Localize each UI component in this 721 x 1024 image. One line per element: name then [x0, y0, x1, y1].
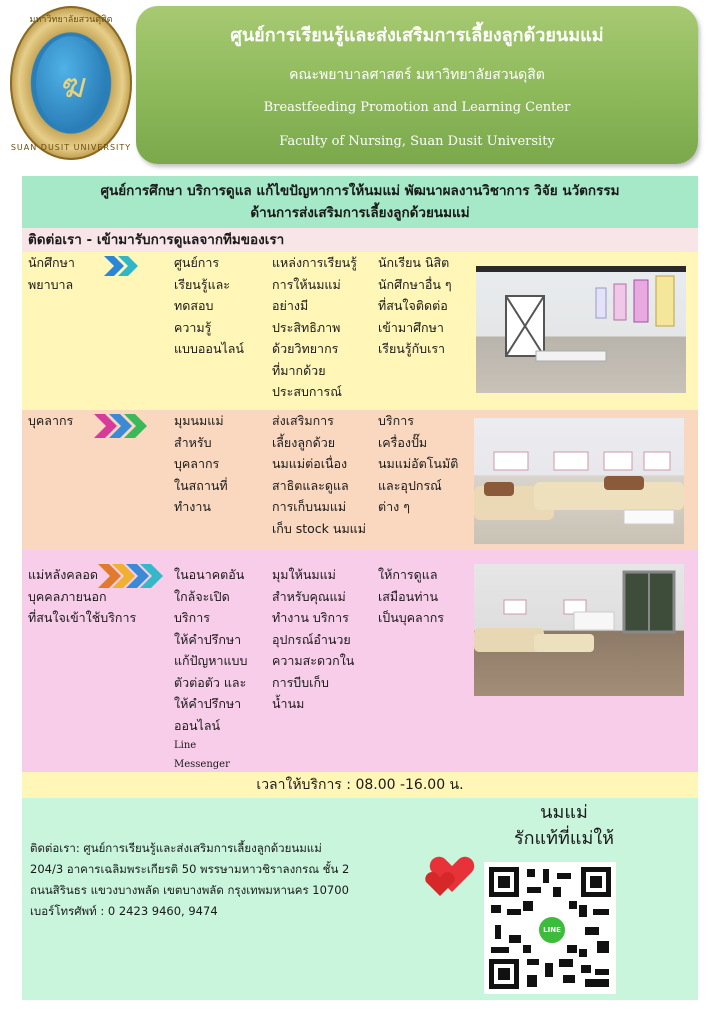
text-line: ให้คำปรึกษา [174, 631, 242, 647]
text-line: เก็บ stock นมแม่ [272, 520, 366, 536]
section-staff [22, 410, 698, 550]
text-line: เสมือนท่าน [378, 588, 438, 604]
text-line: ทดสอบ [174, 298, 214, 313]
text-line: นมแม่ [540, 802, 588, 823]
center-title-thai: ศูนย์การเรียนรู้และส่งเสริมการเลี้ยงลูกด้วยนมแม่ [230, 25, 604, 46]
text-line: น้ำนม [272, 696, 305, 711]
service-hours: เวลาให้บริการ : 08.00 -16.00 น. [22, 772, 698, 798]
slogan [494, 800, 634, 852]
text-line: การเก็บนมแม่ [272, 499, 347, 514]
text-line: Messenger [174, 759, 230, 770]
mission-line-1: ศูนย์การศึกษา บริการดูแล แก้ไขปัญหาการให้นมแม่ พัฒนาผลงานวิชาการ วิจัย นวัตกรรม [100, 183, 620, 199]
text-line: ประสบการณ์ [272, 384, 342, 399]
text-line: อุปกรณ์อำนวย [272, 631, 351, 647]
text-line: การบีบเก็บ [272, 674, 329, 690]
text-line: ตัวต่อตัว และ [174, 674, 247, 690]
text-line: ให้คำปรึกษา [174, 696, 242, 711]
service-column-3 [378, 252, 474, 360]
text-line: เรียนรู้และ [174, 276, 230, 292]
text-line: นักเรียน นิสิต [378, 255, 450, 270]
text-line: แหล่งการเรียนรู้ [272, 255, 357, 270]
text-line: เป็นบุคลากร [378, 610, 445, 625]
text-line: เข้ามาศึกษา [378, 319, 444, 335]
lounge-photo [474, 418, 684, 544]
logo-monogram-icon: ฆ [58, 66, 84, 106]
text-line: เรียนรู้กับเรา [378, 341, 446, 356]
text-line: ความรู้ [174, 319, 212, 335]
logo-emblem [36, 36, 106, 130]
center-title-english: Breastfeeding Promotion and Learning Center [263, 100, 571, 115]
text-line: อย่างมี [272, 298, 309, 313]
text-line: ให้การดูแล [378, 567, 438, 582]
service-column-2 [272, 252, 376, 403]
learning-room-illustration [476, 266, 686, 393]
text-line: นักศึกษา [28, 255, 75, 270]
text-line: เครื่องปั๊ม [378, 434, 428, 450]
section-label [28, 252, 75, 295]
text-line: ศูนย์การ [174, 255, 220, 270]
text-line: ที่มากด้วย [272, 362, 326, 378]
logo-ring-top-text: มหาวิทยาลัยสวนดุสิต [29, 15, 113, 25]
text-line: ที่สนใจเข้าใช้บริการ [28, 610, 137, 625]
text-line: แบบออนไลน์ [174, 341, 244, 356]
text-line: ทำงาน [174, 499, 211, 514]
contact-address [30, 838, 430, 922]
faculty-name-english: Faculty of Nursing, Suan Dusit University [279, 134, 555, 149]
chevron-arrows-icon [94, 414, 154, 438]
text-line: สำหรับ [174, 434, 212, 450]
section-label: บุคลากร [28, 413, 74, 428]
text-line: ประสิทธิภาพ [272, 319, 341, 335]
line-qr-code[interactable] [484, 862, 616, 994]
faculty-name-thai: คณะพยาบาลศาสตร์ มหาวิทยาลัยสวนดุสิต [289, 67, 545, 83]
chevron-arrows-icon [104, 256, 148, 276]
mission-line-2: ด้านการส่งเสริมการเลี้ยงลูกด้วยนมแม่ [250, 205, 470, 221]
service-column-3 [378, 410, 474, 518]
contact-heading: ติดต่อเรา - เข้ามารับการดูแลจากทีมของเรา [22, 228, 698, 252]
section-students [22, 252, 698, 410]
text-line: แม่หลังคลอด [28, 567, 98, 582]
text-line: ถนนสิรินธร แขวงบางพลัด เขตบางพลัด กรุงเทพมหานคร 10700 [30, 883, 349, 897]
line-app-icon: LINE [537, 915, 567, 945]
text-line: สำหรับคุณแม่ [272, 588, 346, 604]
learning-room-photo [476, 266, 686, 393]
text-line: รักแท้ที่แม่ให้ [513, 828, 615, 849]
text-line: ความสะดวกใน [272, 653, 355, 668]
text-line: พยาบาล [28, 276, 74, 292]
text-line: สาธิตและดูแล [272, 477, 349, 493]
text-line: บุคลากร [174, 456, 220, 471]
footer-contact [22, 798, 698, 1000]
text-line: การให้นมแม่ [272, 276, 341, 292]
text-line: ด้วยวิทยากร [272, 341, 339, 356]
lounge-illustration [474, 418, 684, 544]
text-line: นมแม่อัตโนมัติ [378, 456, 459, 471]
text-line: บริการ [174, 610, 210, 625]
text-line: ใกล้จะเปิด [174, 588, 230, 604]
section-mothers [22, 550, 698, 772]
text-line: มุมให้นมแม่ [272, 567, 336, 582]
text-line: ติดต่อเรา: ศูนย์การเรียนรู้และส่งเสริมการเลี้ยงลูกด้วยนมแม่ [30, 841, 322, 855]
university-logo [10, 6, 132, 160]
mission-statement [22, 176, 698, 228]
hearts-icon [422, 846, 482, 898]
logo-ring-bottom-text: SUAN DUSIT UNIVERSITY [10, 143, 132, 152]
nursing-room-photo [474, 564, 684, 696]
text-line: ในสถานที่ [174, 477, 228, 493]
service-column-1 [174, 252, 266, 360]
text-line: บริการ [378, 413, 414, 428]
text-line: บุคคลภายนอก [28, 588, 107, 604]
text-line: Line [174, 740, 197, 751]
text-line: นักศึกษาอื่น ๆ [378, 276, 452, 292]
header-banner [136, 6, 698, 164]
text-line: ที่สนใจติดต่อ [378, 298, 448, 313]
text-line: ออนไลน์ [174, 717, 221, 733]
text-line: 204/3 อาคารเฉลิมพระเกียรติ 50 พรรษามหาวชิราลงกรณ ชั้น 2 [30, 862, 350, 876]
service-column-1 [174, 410, 266, 518]
text-line: มุมนมแม่ [174, 413, 224, 428]
text-line: นมแม่ต่อเนื่อง [272, 456, 348, 471]
text-line: ส่งเสริมการ [272, 413, 334, 428]
chevron-arrows-icon [98, 564, 178, 588]
text-line: ต่าง ๆ [378, 499, 410, 514]
service-column-3 [378, 564, 474, 629]
text-line: ทำงาน บริการ [272, 610, 349, 625]
text-line: และอุปกรณ์ [378, 477, 442, 493]
phone-number: เบอร์โทรศัพท์ : 0 2423 9460, 9474 [30, 904, 218, 918]
text-line: ในอนาคตอัน [174, 567, 245, 582]
service-column-2 [272, 564, 376, 715]
nursing-room-illustration [474, 564, 684, 696]
service-column-1 [174, 564, 266, 774]
text-line: เลี้ยงลูกด้วย [272, 434, 336, 450]
text-line: แก้ปัญหาแบบ [174, 653, 248, 668]
service-column-2 [272, 410, 376, 539]
